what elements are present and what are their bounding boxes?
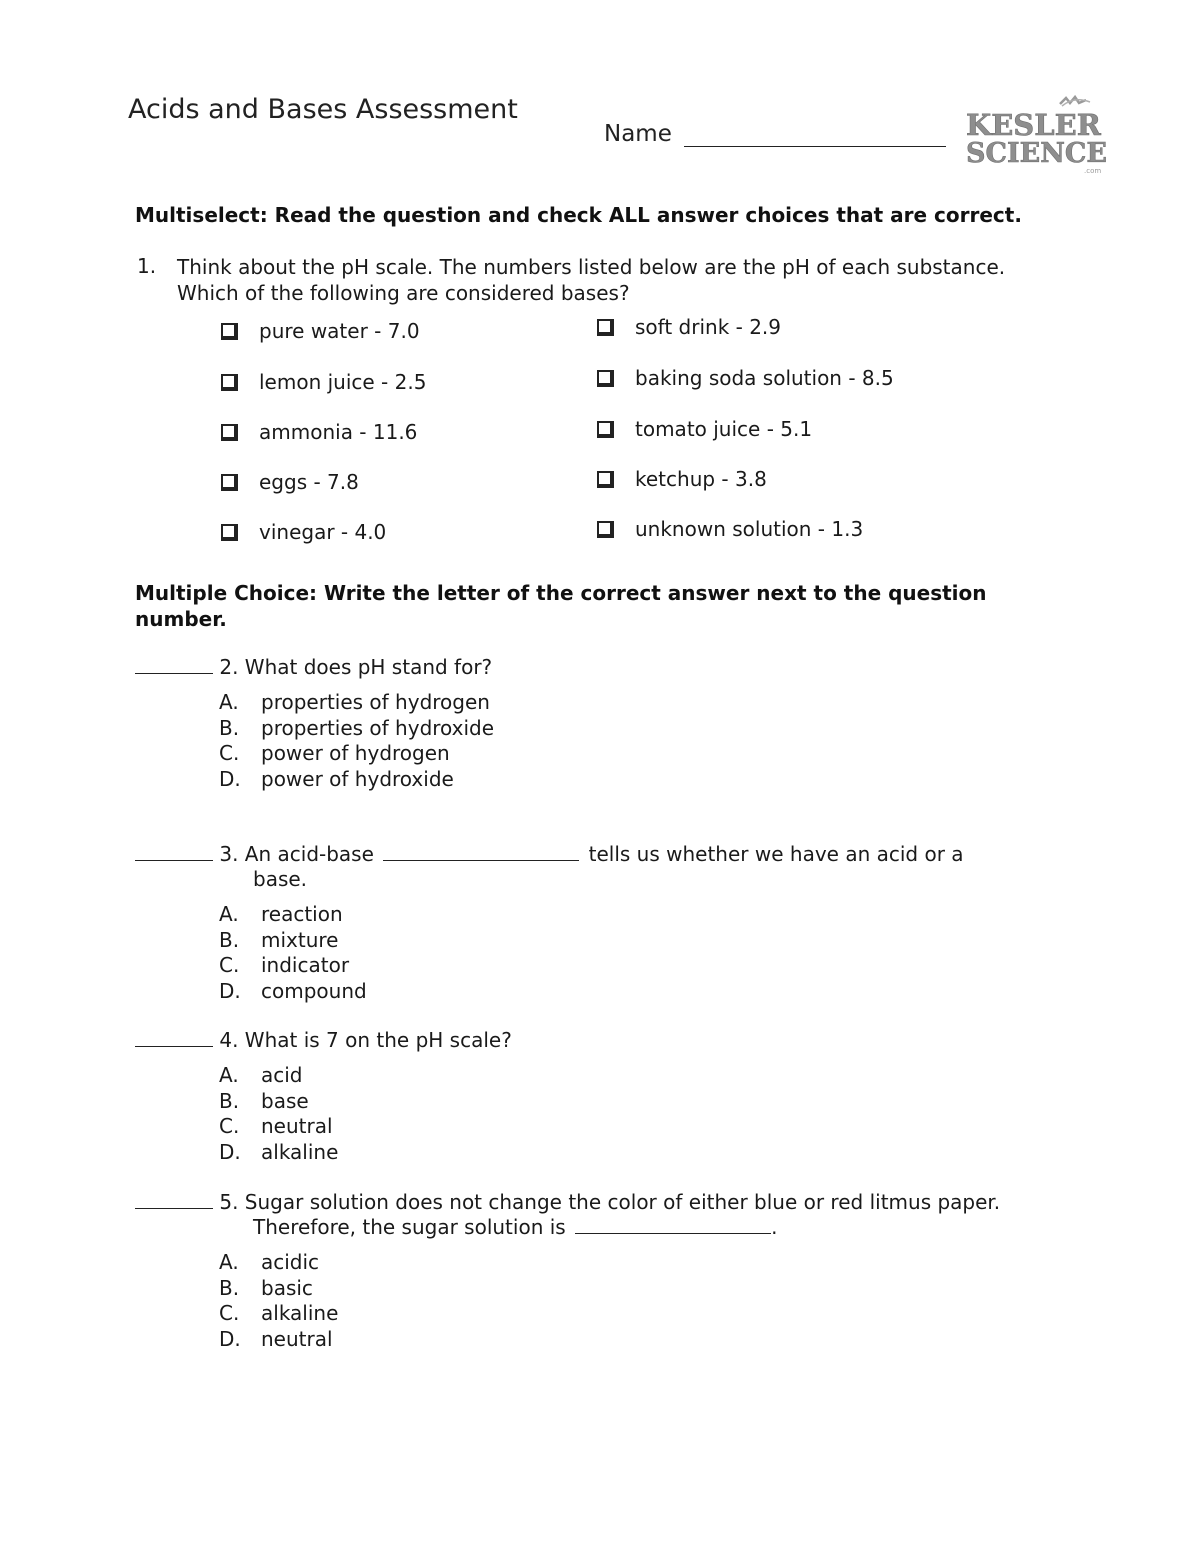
option-letter: D. [219, 978, 241, 1003]
answer-blank[interactable] [135, 1208, 213, 1209]
option [219, 1301, 338, 1327]
option-letter: C. [219, 1114, 240, 1138]
question-text: 2. What does pH stand for? [219, 655, 493, 679]
question-text-line-2: Therefore, the sugar solution is [253, 1215, 566, 1239]
option [219, 1063, 338, 1089]
multiple-choice-instructions [135, 580, 987, 632]
question-1-number: 1. [137, 254, 157, 278]
fill-in-blank[interactable] [575, 1233, 771, 1234]
mc-instructions-line-1: Multiple Choice: Write the letter of the correct answer next to the question [135, 581, 987, 605]
option [219, 690, 494, 716]
checkbox-option[interactable] [597, 417, 812, 441]
option [219, 979, 367, 1005]
option-letter: A. [219, 1063, 239, 1087]
checkbox-icon[interactable] [221, 524, 238, 541]
checkbox-label: ammonia - 11.6 [259, 420, 418, 444]
question-1-text [177, 254, 1077, 306]
checkbox-icon[interactable] [597, 319, 614, 336]
option-text: reaction [261, 902, 343, 926]
option-text: compound [261, 978, 367, 1003]
option-text: base [261, 1088, 309, 1113]
option [219, 928, 367, 954]
checkbox-label: ketchup - 3.8 [635, 467, 767, 491]
question-text: 5. Sugar solution does not change the color of either blue or red litmus paper. [219, 1190, 1001, 1214]
option-letter: D. [219, 766, 241, 791]
answer-blank[interactable] [135, 673, 213, 674]
option-text: alkaline [261, 1139, 339, 1164]
option-text: mixture [261, 927, 339, 952]
option-letter: D. [219, 1139, 241, 1164]
option [219, 1089, 338, 1115]
logo-text-science: SCIENCE [966, 138, 1107, 169]
option [219, 1140, 338, 1166]
checkbox-label: unknown solution - 1.3 [635, 517, 864, 541]
checkbox-option[interactable] [221, 420, 417, 444]
option-text: neutral [261, 1114, 333, 1138]
checkbox-icon[interactable] [597, 471, 614, 488]
name-label: Name [604, 121, 672, 147]
option [219, 1276, 338, 1302]
checkbox-icon[interactable] [597, 370, 614, 387]
question-1-line-2: Which of the following are considered bases? [177, 281, 630, 305]
checkbox-option[interactable] [597, 467, 767, 491]
question-1-line-1: Think about the pH scale. The numbers listed below are the pH of each substance. [177, 255, 1006, 279]
question-text: 4. What is 7 on the pH scale? [219, 1028, 512, 1052]
checkbox-icon[interactable] [597, 421, 614, 438]
multiselect-instructions: Multiselect: Read the question and check ALL answer choices that are correct. [135, 203, 1022, 227]
option-text: properties of hydrogen [261, 690, 490, 714]
checkbox-label: soft drink - 2.9 [635, 315, 782, 339]
question-5-options [219, 1250, 338, 1352]
checkbox-option[interactable] [597, 366, 894, 390]
checkbox-icon[interactable] [221, 374, 238, 391]
option-letter: C. [219, 1301, 240, 1325]
answer-blank[interactable] [135, 1046, 213, 1047]
option-letter: B. [219, 927, 240, 952]
checkbox-option[interactable] [221, 370, 426, 394]
option [219, 716, 494, 742]
option-letter: A. [219, 1250, 239, 1274]
question-4-options [219, 1063, 338, 1165]
question-3-options [219, 902, 367, 1004]
question-text-continued: tells us whether we have an acid or a [588, 842, 964, 866]
option-text: alkaline [261, 1301, 339, 1325]
option-text: acidic [261, 1250, 320, 1274]
question-2-options [219, 690, 494, 792]
option-text: acid [261, 1063, 303, 1087]
checkbox-label: vinegar - 4.0 [259, 520, 387, 544]
option-letter: B. [219, 715, 240, 740]
checkbox-option[interactable] [221, 470, 359, 494]
mc-instructions-line-2: number. [135, 607, 227, 631]
checkbox-label: baking soda solution - 8.5 [635, 366, 894, 390]
option-letter: C. [219, 741, 240, 765]
logo-graphic [962, 94, 1108, 176]
question-2 [135, 655, 492, 680]
option-text: neutral [261, 1326, 333, 1351]
option-letter: D. [219, 1326, 241, 1351]
option [219, 1250, 338, 1276]
checkbox-option[interactable] [221, 520, 386, 544]
question-3 [135, 842, 1035, 892]
option-letter: B. [219, 1275, 240, 1300]
option [219, 1327, 338, 1353]
checkbox-option[interactable] [597, 517, 863, 541]
question-text-line-2: base. [253, 867, 308, 891]
checkbox-icon[interactable] [221, 424, 238, 441]
option [219, 953, 367, 979]
name-field-line[interactable] [684, 146, 946, 147]
checkbox-icon[interactable] [221, 323, 238, 340]
question-text-end: . [771, 1215, 778, 1239]
question-text: 3. An acid-base [219, 842, 374, 866]
question-4 [135, 1028, 512, 1053]
logo-text-com: .com [1084, 167, 1102, 175]
answer-blank[interactable] [135, 860, 213, 861]
checkbox-option[interactable] [221, 319, 420, 343]
option [219, 902, 367, 928]
checkbox-label: tomato juice - 5.1 [635, 417, 813, 441]
option-text: power of hydroxide [261, 766, 454, 791]
option-letter: A. [219, 690, 239, 714]
checkbox-label: pure water - 7.0 [259, 319, 420, 343]
option [219, 767, 494, 793]
option-letter: C. [219, 953, 240, 977]
page-title: Acids and Bases Assessment [128, 94, 518, 125]
option-text: indicator [261, 953, 350, 977]
option [219, 741, 494, 767]
kesler-science-logo [962, 94, 1108, 176]
option-letter: B. [219, 1088, 240, 1113]
checkbox-option[interactable] [597, 315, 781, 339]
option [219, 1114, 338, 1140]
checkbox-label: lemon juice - 2.5 [259, 370, 427, 394]
option-text: basic [261, 1275, 313, 1300]
option-letter: A. [219, 902, 239, 926]
fill-in-blank[interactable] [383, 860, 579, 861]
option-text: properties of hydroxide [261, 715, 495, 740]
logo-text-kesler: KESLER [966, 108, 1101, 142]
checkbox-icon[interactable] [597, 521, 614, 538]
checkbox-icon[interactable] [221, 474, 238, 491]
option-text: power of hydrogen [261, 741, 450, 765]
question-5 [135, 1190, 1095, 1240]
checkbox-label: eggs - 7.8 [259, 470, 359, 494]
